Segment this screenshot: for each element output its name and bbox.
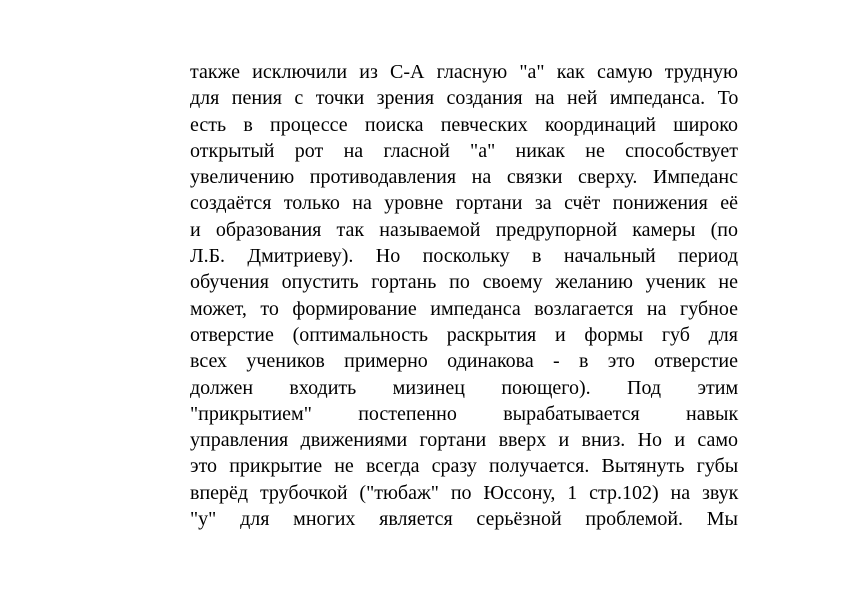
text-line: отверстие (оптимальность раскрытия и формы губ для: [190, 323, 738, 346]
text-line: управления движениями гортани вверх и вниз. Но и само: [190, 429, 738, 452]
text-line: для пения с точки зрения создания на ней импеданса. То: [190, 87, 739, 110]
text-line: создаётся только на уровне гортани за счёт понижения её: [190, 192, 738, 215]
text-line: открытый рот на гласной "а" никак не способствует: [190, 139, 738, 162]
text-line: обучения опустить гортань по своему желанию ученик не: [190, 271, 738, 294]
text-line: всех учеников примерно одинакова - в это отверстие: [190, 350, 738, 373]
body-text: [190, 59, 738, 532]
text-line: должен входить мизинец поющего). Под этим: [190, 376, 739, 399]
text-line: также исключили из С-А гласную "а" как самую трудную: [190, 61, 738, 83]
text-line: вперёд трубочкой ("тюбаж" по Юссону, 1 стр.102) на звук: [190, 481, 739, 504]
text-line: может, то формирование импеданса возлагается на губное: [190, 297, 738, 320]
text-line: это прикрытие не всегда сразу получается. Вытянуть губы: [190, 455, 739, 478]
text-line: увеличению противодавления на связки сверху. Импеданс: [190, 166, 738, 189]
text-line: есть в процессе поиска певческих координаций широко: [190, 113, 738, 136]
text-line: и образования так называемой предрупорной камеры (по: [190, 218, 738, 241]
text-line: "у" для многих является серьёзной проблемой. Мы: [190, 508, 738, 531]
text-line: Л.Б. Дмитриеву). Но поскольку в начальный период: [190, 245, 738, 268]
text-line: "прикрытием" постепенно вырабатывается навык: [190, 402, 739, 425]
